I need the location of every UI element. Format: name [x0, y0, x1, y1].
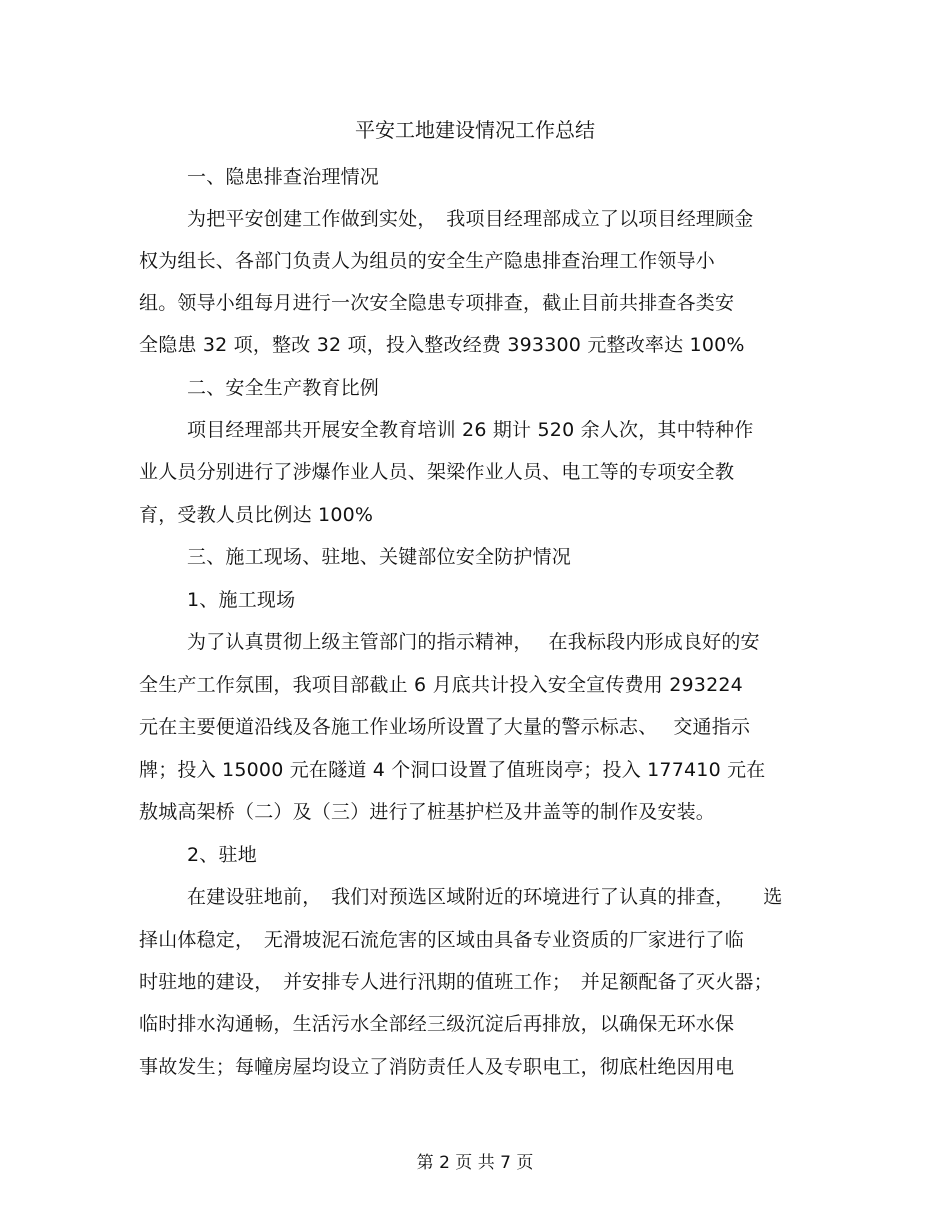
paragraph-line: 元在主要便道沿线及各施工作业场所设置了大量的警示标志、 交通指示: [139, 716, 751, 738]
page-footer: 第 2 页 共 7 页: [416, 1153, 534, 1173]
section-heading-education: 二、安全生产教育比例: [187, 377, 380, 399]
section-heading-protection: 三、施工现场、驻地、关键部位安全防护情况: [187, 546, 572, 568]
paragraph-line: 权为组长、各部门负责人为组员的安全生产隐患排查治理工作领导小: [139, 250, 716, 272]
paragraph-line: 事故发生；每幢房屋均设立了消防责任人及专职电工，彻底杜绝因用电: [139, 1056, 735, 1078]
document-title: 平安工地建设情况工作总结: [355, 118, 595, 142]
paragraph-line: 为了认真贯彻上级主管部门的指示精神， 在我标段内形成良好的安: [187, 631, 760, 653]
paragraph-line: 时驻地的建设， 并安排专人进行汛期的值班工作； 并足额配备了灭火器；: [139, 971, 773, 993]
paragraph-line: 项目经理部共开展安全教育培训 26 期计 520 余人次，其中特种作: [187, 419, 754, 441]
paragraph-line: 在建设驻地前， 我们对预选区域附近的环境进行了认真的排查， 选: [187, 886, 783, 908]
paragraph-line: 育，受教人员比例达 100%: [139, 504, 374, 526]
paragraph-line: 组。领导小组每月进行一次安全隐患专项排查，截止目前共排查各类安: [139, 292, 735, 314]
paragraph-line: 牌；投入 15000 元在隧道 4 个洞口设置了值班岗亭；投入 177410 元在: [139, 759, 766, 781]
paragraph-line: 敖城高架桥（二）及（三）进行了桩基护栏及井盖等的制作及安装。: [139, 801, 716, 823]
subsection-heading-site: 1、施工现场: [187, 589, 296, 611]
paragraph-line: 业人员分别进行了涉爆作业人员、架梁作业人员、电工等的专项安全教: [139, 461, 735, 483]
paragraph-line: 全隐患 32 项，整改 32 项，投入整改经费 393300 元整改率达 100%: [139, 334, 745, 356]
paragraph-line: 为把平安创建工作做到实处， 我项目经理部成立了以项目经理顾金: [187, 208, 754, 230]
section-heading-hazard: 一、隐患排查治理情况: [187, 166, 380, 188]
paragraph-line: 全生产工作氛围，我项目部截止 6 月底共计投入安全宣传费用 293224: [139, 674, 743, 696]
subsection-heading-camp: 2、驻地: [187, 844, 257, 866]
paragraph-line: 择山体稳定， 无滑坡泥石流危害的区域由具备专业资质的厂家进行了临: [139, 929, 744, 951]
paragraph-line: 临时排水沟通畅，生活污水全部经三级沉淀后再排放，以确保无环水保: [139, 1013, 735, 1035]
